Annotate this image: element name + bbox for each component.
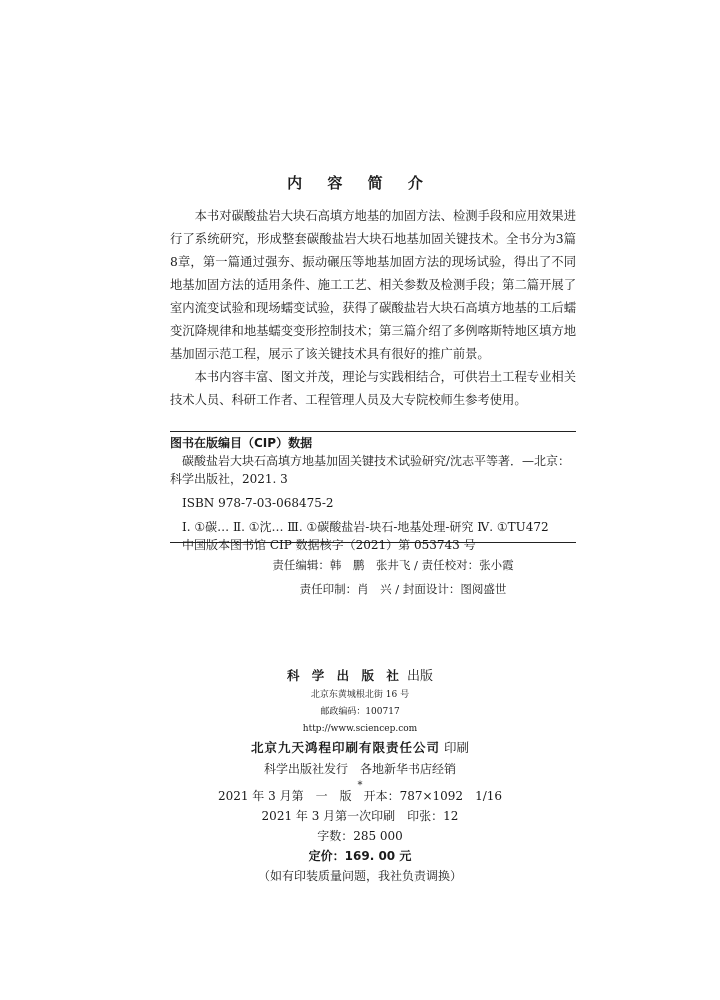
publisher-postcode: 邮政编码：100717 [320, 707, 400, 717]
distribution-line: 科学出版社发行 各地新华书店经销 [263, 762, 456, 776]
printing-line: 2021 年 3 月第一次印刷 印张：12 [261, 809, 459, 823]
printer-suffix: 印刷 [443, 740, 469, 755]
cip-isbn: ISBN 978-7-03-068475-2 [182, 496, 334, 510]
publisher-address: 北京东黄城根北街 16 号 [310, 690, 410, 700]
editor-credit: 责任编辑：韩 鹏 张井飞 / 责任校对：张小霞 [272, 558, 514, 572]
price: 定价：169. 00 元 [308, 849, 412, 863]
production-credit: 责任印制：肖 兴 / 封面设计：图阅盛世 [299, 582, 507, 596]
cip-classification: Ⅰ. ①碳… Ⅱ. ①沈… Ⅲ. ①碳酸盐岩-块石-地基处理-研究 Ⅳ. ①TU472 [182, 520, 549, 534]
publisher-block [0, 666, 720, 792]
printer-line [0, 738, 720, 758]
abstract-body [170, 205, 576, 412]
publisher-line [0, 666, 720, 687]
cip-block [170, 434, 576, 554]
printer-name: 北京九天鸿程印刷有限责任公司 [250, 740, 440, 755]
quality-note: （如有印装质量问题，我社负责调换） [257, 869, 462, 883]
publisher-suffix: 出版 [407, 669, 434, 684]
abstract-paragraph: 本书对碳酸盐岩大块石高填方地基的加固方法、检测手段和应用效果进行了系统研究，形成整套碳酸盐岩大块石地基加固关键技术。全书分为3篇8章，第一篇通过强夯、振动碾压等地基加固方法的现场试验，得出了不同地基加固方法的适用条件、施工工艺、相关参数及检测手段；第二篇开展了室内流变试验和现场蠕变试验，获得了碳酸盐岩大块石高填方地基的工后蠕变沉降规律和地基蠕变变形控制技术；第三篇介绍了多例喀斯特地区填方地基加固示范工程，展示了该关键技术具有很好的推广前景。 [170, 209, 576, 361]
publisher-url: http://www.sciencep.com [302, 724, 418, 734]
word-count: 字数：285 000 [317, 829, 403, 843]
cip-heading: 图书在版编目（CIP）数据 [170, 436, 313, 450]
abstract-title: 内 容 简 介 [287, 174, 433, 192]
cip-record-line: 碳酸盐岩大块石高填方地基加固关键技术试验研究/沈志平等著．—北京： [182, 454, 571, 468]
cip-top-rule [170, 431, 576, 432]
book-specs [0, 786, 720, 886]
separator-star: * [357, 780, 363, 791]
cip-bottom-rule [170, 542, 576, 543]
edition-line: 2021 年 3 月第 一 版 开本：787×1092 1/16 [217, 789, 503, 803]
publisher-name: 科 学 出 版 社 [286, 668, 403, 683]
abstract-paragraph: 本书内容丰富、图文并茂，理论与实践相结合，可供岩土工程专业相关技术人员、科研工作者、工程管理人员及大专院校师生参考使用。 [170, 370, 576, 407]
staff-credits [170, 553, 576, 601]
cip-record-line: 科学出版社，2021. 3 [170, 472, 288, 486]
cip-library-number: 中国版本图书馆 CIP 数据核字（2021）第 053743 号 [182, 538, 476, 552]
